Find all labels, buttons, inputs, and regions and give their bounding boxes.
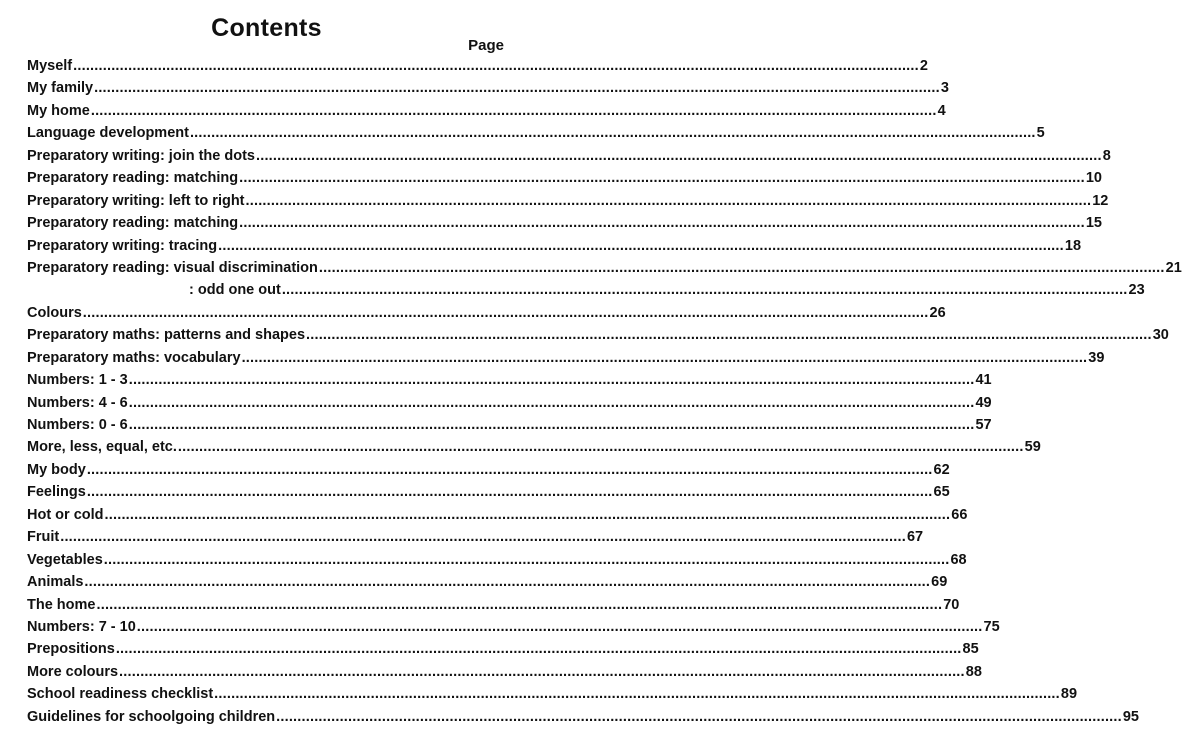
toc-entry-label: Language development xyxy=(27,125,189,142)
dot-leader: ........................................................................................................................................................................................................ xyxy=(119,663,965,680)
dot-leader: ........................................................................................................................................................................................................ xyxy=(73,58,919,74)
dot-leader: ........................................................................................................................................................................................................ xyxy=(214,686,1060,703)
toc-entry-label: School readiness checklist xyxy=(27,686,214,703)
toc-entry-label: Numbers: 0 - 6 xyxy=(27,417,128,433)
toc-entry xyxy=(27,484,950,506)
toc-entry xyxy=(27,372,992,394)
toc-entry xyxy=(27,237,1082,260)
toc-entry xyxy=(27,80,949,102)
toc-entry xyxy=(27,327,1169,349)
toc-entry-page-number: 65 xyxy=(933,484,950,501)
toc-entry-page-number: 10 xyxy=(1085,170,1102,187)
toc-entry-label: Hot or cold xyxy=(27,506,104,523)
toc-entry-page-number: 21 xyxy=(1165,259,1182,276)
toc-entry-label: More colours xyxy=(27,663,119,680)
toc-entry-page-number: 49 xyxy=(975,394,992,411)
toc-entry-label: Myself xyxy=(27,58,73,74)
toc-entry-label: More, less, equal, etc. xyxy=(27,439,177,456)
toc-entry-label: Colours xyxy=(27,304,82,321)
toc-entry xyxy=(27,58,928,80)
toc-entry-label: Preparatory writing: left to right xyxy=(27,192,245,209)
toc-entry xyxy=(27,618,1000,641)
toc-entry-label: Preparatory reading: visual discrimination xyxy=(27,259,318,276)
toc-entry-page-number: 30 xyxy=(1152,327,1169,344)
toc-entry-page-number: 57 xyxy=(975,417,992,433)
dot-leader: ........................................................................................................................................................................................................ xyxy=(245,192,1092,209)
toc-entry xyxy=(27,147,1111,170)
toc-entry xyxy=(27,461,950,484)
toc-entry-label: Guidelines for schoolgoing children xyxy=(27,708,276,725)
toc-entry-page-number: 26 xyxy=(929,304,946,321)
dot-leader: ........................................................................................................................................................................................................ xyxy=(90,102,937,119)
toc-entry-label: Numbers: 4 - 6 xyxy=(27,394,128,411)
toc-entry-label: Numbers: 1 - 3 xyxy=(27,372,128,389)
dot-leader: ........................................................................................................................................................................................................ xyxy=(84,574,931,591)
page-column-header: Page xyxy=(468,37,504,54)
toc-entry-label: Feelings xyxy=(27,484,86,501)
toc-entry xyxy=(27,596,960,619)
dot-leader: ........................................................................................................................................................................................................ xyxy=(86,461,933,478)
toc-entry-page-number: 67 xyxy=(906,529,924,546)
dot-leader: ........................................................................................................................................................................................................ xyxy=(218,237,1064,254)
dot-leader: ........................................................................................................................................................................................................ xyxy=(128,394,975,411)
dot-leader: ........................................................................................................................................................................................................ xyxy=(115,641,962,658)
toc-entry-label: Preparatory maths: vocabulary xyxy=(27,349,241,366)
toc-entry-label: Vegetables xyxy=(27,551,103,568)
dot-leader: ........................................................................................................................................................................................................ xyxy=(177,439,1024,456)
toc-entry-page-number: 39 xyxy=(1088,349,1105,366)
toc-entry-label: Preparatory writing: join the dots xyxy=(27,147,255,164)
toc-entry-page-number: 68 xyxy=(950,551,967,568)
toc-entry-page-number: 59 xyxy=(1024,439,1041,456)
toc-entry xyxy=(27,394,992,417)
toc-entry-page-number: 12 xyxy=(1092,192,1109,209)
toc-entry xyxy=(27,125,1045,147)
toc-entry-page-number: 95 xyxy=(1122,708,1139,725)
toc-entry xyxy=(27,551,967,574)
toc-entry-label: Preparatory reading: matching xyxy=(27,215,239,232)
dot-leader: ........................................................................................................................................................................................................ xyxy=(86,484,933,501)
toc-entry-page-number: 85 xyxy=(962,641,979,658)
toc-entry-page-number: 41 xyxy=(975,372,992,389)
toc-entry-page-number: 62 xyxy=(933,461,950,478)
dot-leader: ........................................................................................................................................................................................................ xyxy=(82,304,929,321)
toc-entry-label: Fruit xyxy=(27,529,60,546)
toc-entry-page-number: 8 xyxy=(1102,147,1111,164)
toc-entry xyxy=(27,417,992,439)
dot-leader: ........................................................................................................................................................................................................ xyxy=(256,147,1102,164)
toc-entry-page-number: 88 xyxy=(965,663,982,680)
toc-entry-label: Preparatory reading: matching xyxy=(27,170,239,187)
dot-leader: ........................................................................................................................................................................................................ xyxy=(128,417,975,433)
toc-entry-page-number: 15 xyxy=(1085,215,1102,232)
page-title: Contents xyxy=(211,14,322,42)
dot-leader: ........................................................................................................................................................................................................ xyxy=(60,529,906,546)
toc-entry-page-number: 18 xyxy=(1064,237,1082,254)
toc-entry-page-number: 69 xyxy=(931,574,948,591)
table-of-contents xyxy=(27,58,1182,731)
toc-entry-label: The home xyxy=(27,596,96,613)
toc-entry xyxy=(27,259,1182,282)
toc-entry-label: : odd one out xyxy=(189,282,281,299)
dot-leader: ........................................................................................................................................................................................................ xyxy=(189,125,1036,142)
toc-entry-page-number: 66 xyxy=(951,506,968,523)
toc-entry-label: Animals xyxy=(27,574,84,591)
dot-leader: ........................................................................................................................................................................................................ xyxy=(96,596,943,613)
toc-entry xyxy=(27,170,1102,192)
toc-entry xyxy=(27,215,1102,237)
toc-entry-page-number: 2 xyxy=(919,58,928,74)
dot-leader: ........................................................................................................................................................................................................ xyxy=(104,506,951,523)
dot-leader: ........................................................................................................................................................................................................ xyxy=(241,349,1088,366)
toc-entry-label: Numbers: 7 - 10 xyxy=(27,618,136,635)
toc-entry xyxy=(27,304,946,327)
toc-entry xyxy=(27,641,979,663)
toc-entry-page-number: 5 xyxy=(1036,125,1045,142)
toc-entry xyxy=(27,349,1105,372)
dot-leader: ........................................................................................................................................................................................................ xyxy=(94,80,940,97)
toc-entry xyxy=(27,439,1041,461)
toc-entry-label: Preparatory maths: patterns and shapes xyxy=(27,327,306,344)
dot-leader: ........................................................................................................................................................................................................ xyxy=(276,708,1122,725)
toc-entry-label: Prepositions xyxy=(27,641,115,658)
dot-leader: ........................................................................................................................................................................................................ xyxy=(306,327,1152,344)
toc-entry xyxy=(27,663,982,686)
toc-entry-page-number: 3 xyxy=(940,80,949,97)
toc-entry-label: Preparatory writing: tracing xyxy=(27,237,218,254)
toc-entry-page-number: 89 xyxy=(1060,686,1078,703)
dot-leader: ........................................................................................................................................................................................................ xyxy=(318,259,1165,276)
toc-entry xyxy=(27,529,924,551)
toc-entry-label: My body xyxy=(27,461,86,478)
toc-entry-page-number: 70 xyxy=(943,596,960,613)
dot-leader: ........................................................................................................................................................................................................ xyxy=(281,282,1128,299)
toc-entry xyxy=(27,708,1139,731)
toc-entry-page-number: 75 xyxy=(983,618,1000,635)
toc-entry-page-number: 23 xyxy=(1128,282,1145,299)
toc-entry xyxy=(27,102,946,125)
toc-entry xyxy=(27,506,968,529)
toc-entry-page-number: 4 xyxy=(937,102,946,119)
dot-leader: ........................................................................................................................................................................................................ xyxy=(136,618,983,635)
dot-leader: ........................................................................................................................................................................................................ xyxy=(103,551,950,568)
dot-leader: ........................................................................................................................................................................................................ xyxy=(239,215,1085,232)
toc-entry xyxy=(27,192,1109,215)
toc-entry-label: My family xyxy=(27,80,94,97)
toc-entry xyxy=(27,574,948,596)
toc-entry xyxy=(27,282,1145,304)
dot-leader: ........................................................................................................................................................................................................ xyxy=(128,372,975,389)
toc-entry-label: My home xyxy=(27,102,90,119)
dot-leader: ........................................................................................................................................................................................................ xyxy=(239,170,1085,187)
toc-entry xyxy=(27,686,1078,708)
